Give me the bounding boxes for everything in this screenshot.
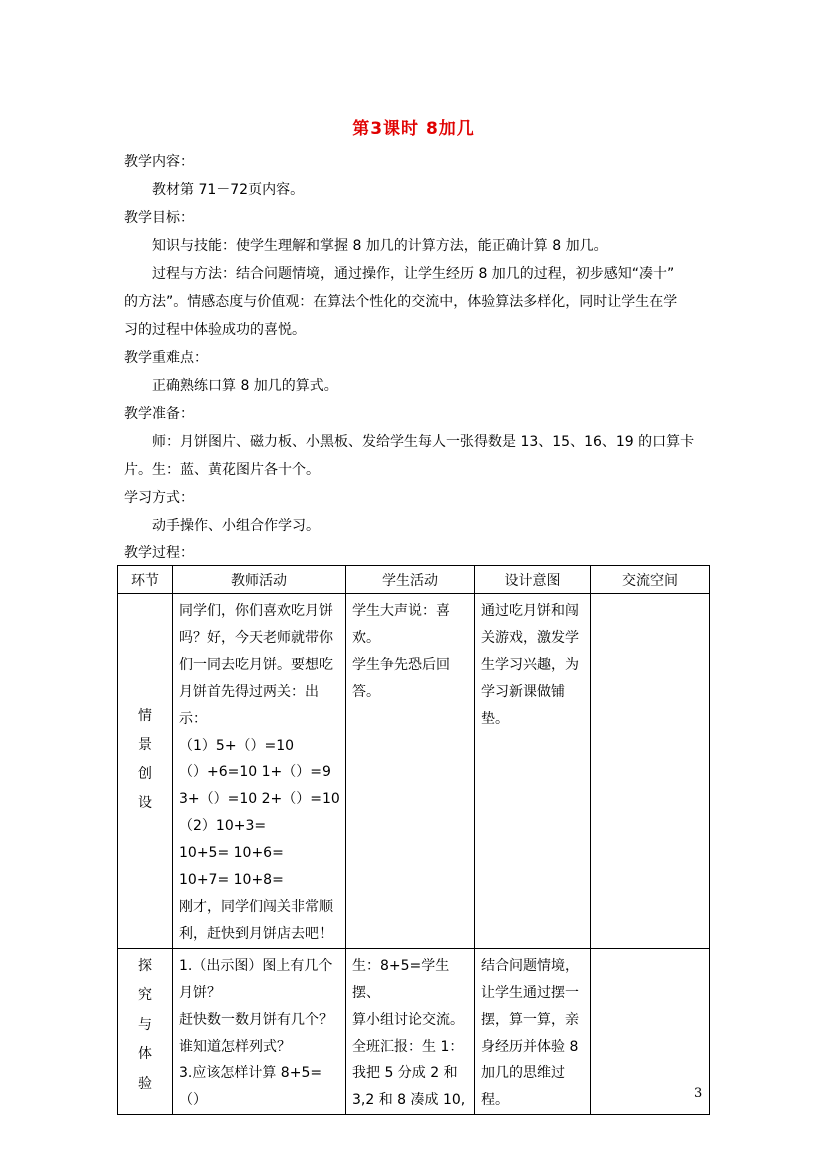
- goal-process-line2: 的方法”。情感态度与价值观：在算法个性化的交流中，体验算法多样化，同时让学生在学: [124, 294, 678, 310]
- header-cell: 设计意图: [475, 566, 591, 594]
- cell-line: 学生争先恐后回: [352, 656, 450, 673]
- process-table: [117, 565, 710, 1115]
- cell-line: 全班汇报：生 1：: [352, 1038, 464, 1055]
- design-intent-cell: [475, 594, 591, 949]
- cell-line: 10+5= 10+6=: [179, 845, 284, 862]
- student-activity-cell: [346, 594, 475, 949]
- prep-line2: 片。生：蓝、黄花图片各十个。: [124, 462, 320, 478]
- content-text: 教材第 71－72页内容。: [152, 182, 305, 198]
- goal-knowledge: 知识与技能：使学生理解和掌握 8 加几的计算方法，能正确计算 8 加几。: [152, 238, 608, 254]
- key-heading: 教学重难点：: [124, 350, 208, 366]
- prep-heading: 教学准备：: [124, 406, 194, 422]
- cell-line: 同学们，你们喜欢吃月饼: [179, 603, 333, 619]
- cell-line: 我把 5 分成 2 和: [352, 1065, 458, 1082]
- cell-line: 加几的思维过程。: [481, 1065, 565, 1109]
- cell-line: 算小组讨论交流。: [352, 1011, 464, 1028]
- section-char: 设: [138, 795, 152, 811]
- goals-heading: 教学目标：: [124, 210, 194, 226]
- section-char: 验: [138, 1075, 152, 1092]
- cell-line: 们一同去吃月饼。要想吃: [179, 656, 333, 673]
- cell-line: 月饼首先得过两关：出示：: [179, 683, 319, 727]
- cell-line: 赶快数一数月饼有几个？: [179, 1011, 333, 1028]
- exchange-space-cell: [591, 948, 710, 1114]
- exchange-space-cell: [591, 594, 710, 949]
- goal-process-line1: 过程与方法：结合问题情境，通过操作，让学生经历 8 加几的过程，初步感知“凑十”: [152, 266, 675, 282]
- table-row: [118, 594, 710, 949]
- cell-line: 3.应该怎样计算 8+5=（）: [179, 1065, 323, 1109]
- table-row: [118, 948, 710, 1114]
- section-cell: [118, 948, 173, 1114]
- section-char: 创: [138, 766, 152, 782]
- cell-line: 让学生通过摆一: [481, 984, 579, 1001]
- goal-process-line3: 习的过程中体验成功的喜悦。: [124, 322, 306, 338]
- cell-line: 通过吃月饼和闯: [481, 603, 579, 619]
- table-header-row: [118, 566, 710, 594]
- section-char: 探: [138, 957, 152, 974]
- cell-line: 10+7= 10+8=: [179, 872, 284, 889]
- section-char: 体: [138, 1046, 152, 1063]
- cell-line: 刚才，同学们闯关非常顺: [179, 898, 333, 915]
- section-char: 情: [138, 708, 152, 724]
- page-number: 3: [694, 1086, 703, 1101]
- student-activity-cell: [346, 948, 475, 1114]
- teacher-activity-cell: [173, 948, 346, 1114]
- cell-line: 月饼？: [179, 984, 221, 1001]
- prep-line1: 师：月饼图片、磁力板、小黑板、发给学生每人一张得数是 13、15、16、19 的口算卡: [152, 434, 695, 450]
- header-cell: 环节: [118, 566, 173, 594]
- design-intent-cell: [475, 948, 591, 1114]
- key-text: 正确熟练口算 8 加几的算式。: [152, 378, 338, 394]
- section-char: 景: [138, 737, 152, 753]
- cell-line: （）+6=10 1+（）=9: [179, 764, 331, 781]
- cell-line: 1.（出示图）图上有几个: [179, 957, 333, 974]
- page-title: 第3课时 8加几: [352, 119, 475, 139]
- cell-line: 学习新课做铺垫。: [481, 683, 565, 727]
- header-cell: 教师活动: [173, 566, 346, 594]
- cell-line: 摆，算一算，亲: [481, 1011, 579, 1028]
- cell-line: 3,2 和 8 凑成 10,: [352, 1092, 466, 1109]
- cell-line: 吗？好，今天老师就带你: [179, 629, 333, 646]
- method-heading: 学习方式：: [124, 490, 194, 506]
- process-heading: 教学过程：: [124, 545, 194, 561]
- section-char: 究: [138, 987, 152, 1004]
- method-text: 动手操作、小组合作学习。: [152, 518, 320, 534]
- header-cell: 学生活动: [346, 566, 475, 594]
- cell-line: 关游戏，激发学: [481, 629, 579, 646]
- cell-line: 生学习兴趣，为: [481, 656, 579, 673]
- teacher-activity-cell: [173, 594, 346, 949]
- cell-line: 生：8+5=学生摆、: [352, 957, 450, 1001]
- cell-line: 学生大声说：喜欢。: [352, 603, 450, 646]
- section-cell: [118, 594, 173, 949]
- cell-line: 身经历并体验 8: [481, 1038, 579, 1055]
- cell-line: 3+（）=10 2+（）=10: [179, 791, 340, 808]
- cell-line: 利，赶快到月饼店去吧！: [179, 925, 333, 942]
- content-heading: 教学内容：: [124, 154, 194, 170]
- cell-line: 谁知道怎样列式？: [179, 1038, 291, 1055]
- cell-line: 结合问题情境，: [481, 957, 579, 974]
- cell-line: （1）5+（）=10: [179, 737, 295, 754]
- cell-line: 答。: [352, 683, 380, 700]
- section-char: 与: [138, 1016, 152, 1033]
- cell-line: （2）10+3=: [179, 818, 267, 835]
- header-cell: 交流空间: [591, 566, 710, 594]
